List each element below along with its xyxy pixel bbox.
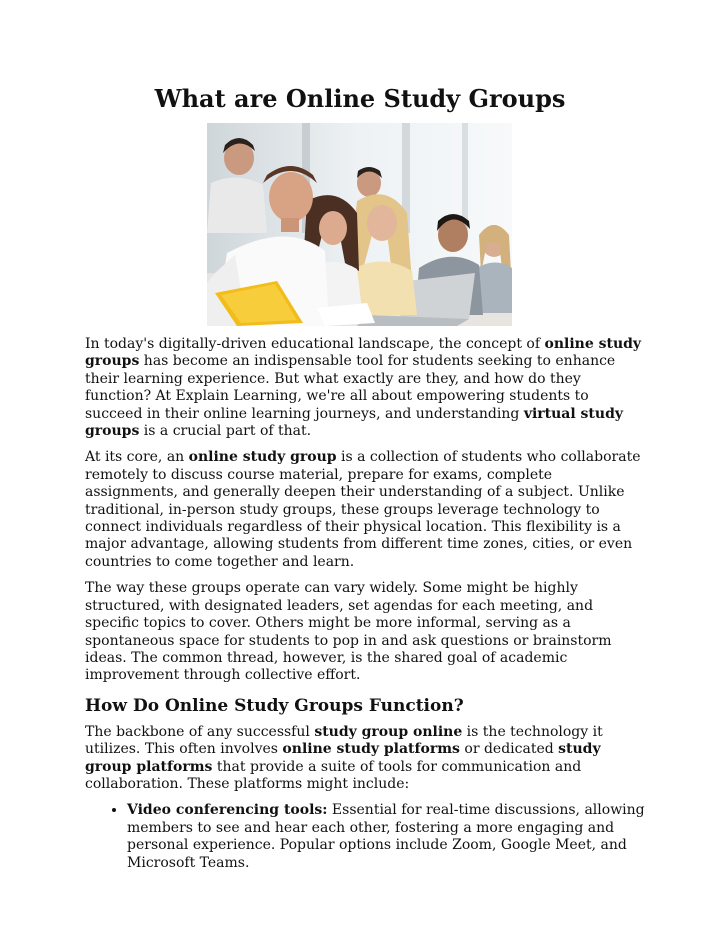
keyword-online-study-platforms: online study platforms (282, 741, 460, 758)
text-run: has become an indispensable tool for students seeking to enhance their learning experience. But what exactly are they, and how do they function? At Explain Learning, we're all about empowering students to succeed in their online learning journeys, and understanding (85, 353, 616, 422)
keyword-study-group-online: study group online (314, 723, 463, 740)
text-run: that provide a suite of tools for communication and collaboration. These platforms might include: (85, 758, 582, 792)
students-photo (207, 123, 512, 326)
tools-list (85, 802, 645, 872)
text-run: In today's digitally-driven educational landscape, the concept of (85, 336, 545, 352)
keyword-online-study-group: online study group (188, 449, 337, 466)
operation-paragraph: The way these groups operate can vary widely. Some might be highly structured, with designated leaders, set agendas for each meeting, and specific topics to cover. Others might be more informal, serving as a spontaneous space for students to pop in and ask questions or brainstorm ideas. The common thread, however, is the shared goal of academic improvement through collective effort. (85, 580, 612, 684)
keyword-virtual-study-groups: virtual study groups (85, 405, 624, 440)
intro-paragraph (85, 336, 645, 440)
keyword-online-study-groups: online study groups (85, 336, 642, 370)
page-title: What are Online Study Groups (154, 84, 566, 113)
text-run: is a collection of students who collaborate remotely to discuss course material, prepare for exams, complete assignments, and generally deepen their understanding of a subject. Unlike traditional, in-person study groups, these groups leverage technology to connect individuals regardless of their physical location. This flexibility is a major advantage, allowing students from different time zones, cities, or even countries to come together and learn. (85, 449, 641, 570)
text-run: or dedicated (459, 741, 559, 758)
list-item-label: Video conferencing tools: (127, 802, 328, 819)
text-run: The backbone of any successful (85, 723, 315, 740)
keyword-study-group-platforms: study group platforms (85, 741, 601, 775)
text-run: is a crucial part of that. (139, 423, 312, 440)
definition-paragraph (85, 449, 645, 571)
text-run: is the technology it utilizes. This often involves (85, 723, 603, 758)
section-heading: How Do Online Study Groups Function? (85, 695, 464, 716)
list-item-text: Essential for real-time discussions, allowing members to see and hear each other, fostering a more engaging and personal experience. Popular options include Zoom, Google Meet, and Microsoft Teams. (127, 802, 645, 871)
text-run: At its core, an (85, 449, 189, 466)
list-item (127, 802, 645, 872)
article-body (85, 336, 645, 872)
students-illustration (207, 123, 512, 326)
section-paragraph (85, 724, 645, 794)
